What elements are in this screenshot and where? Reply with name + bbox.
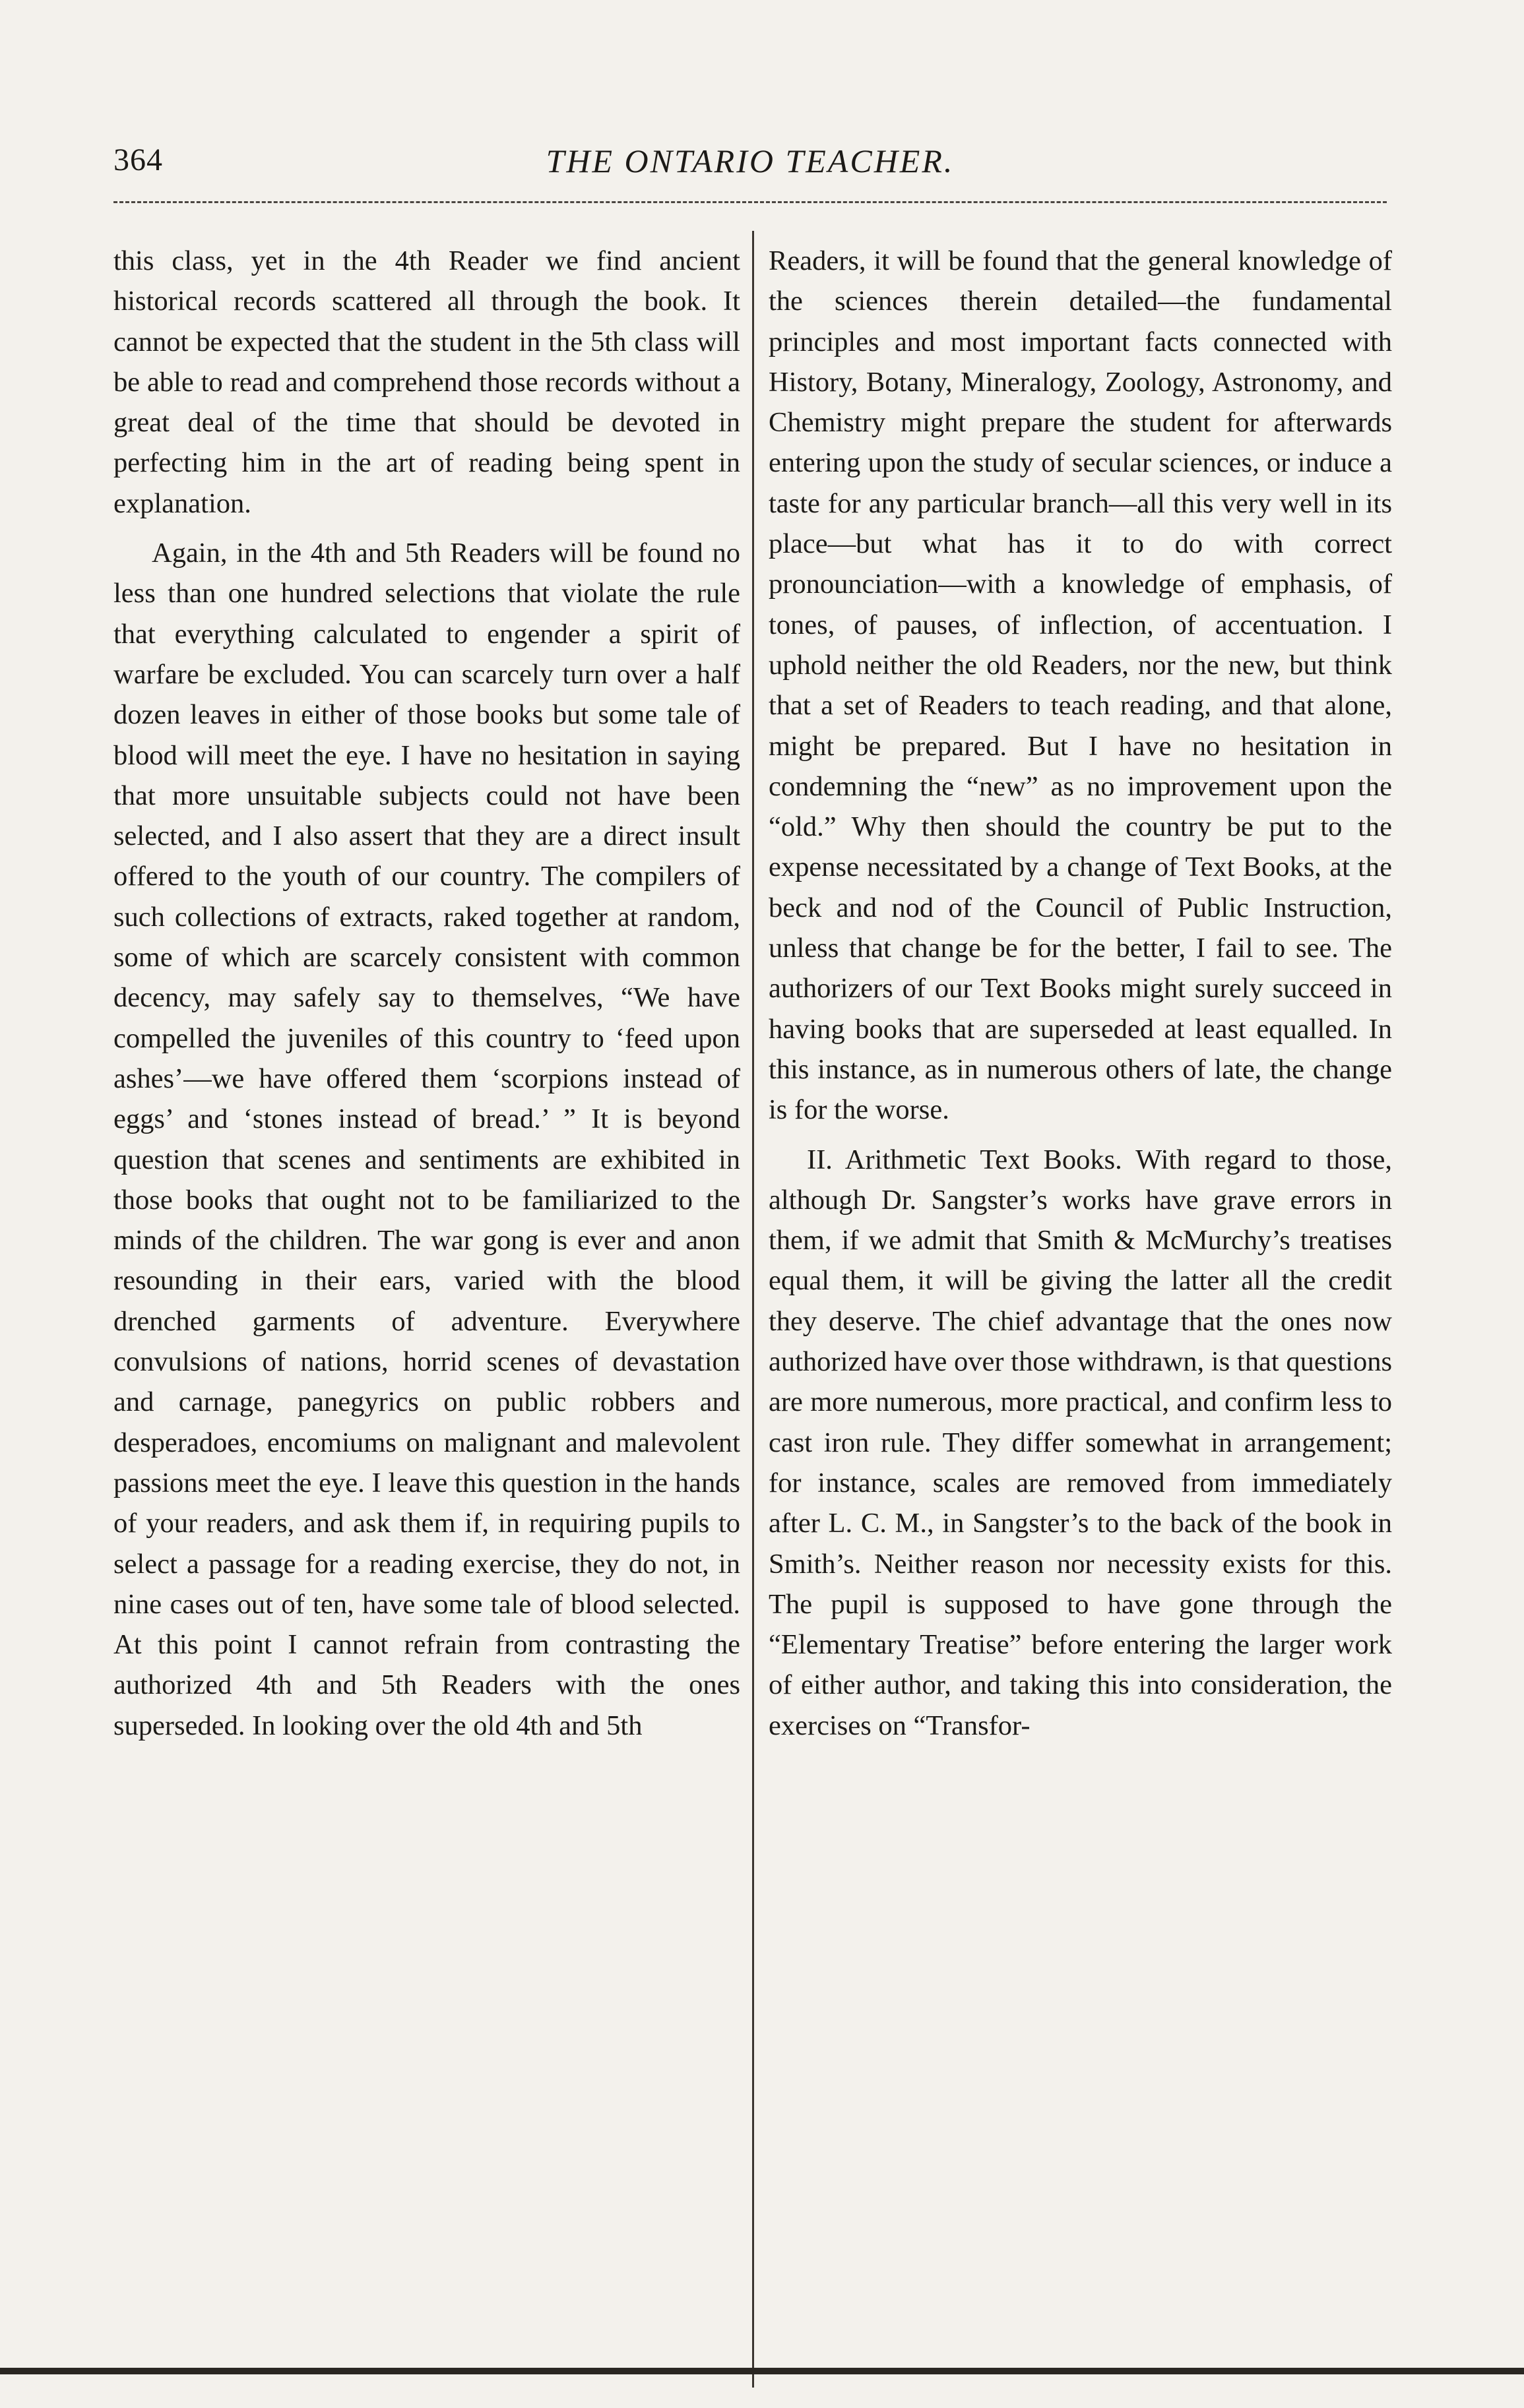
right-paragraph-1: Readers, it will be found that the general knowledge of the sciences therein detailed—the fundamental principles and most important facts connected with History, Botany, Mineralogy, Zoology, Astronomy, and Chemistry might prepare the student for afterwards entering upon the study of secular sciences, or induce a taste for any particular branch—all this very well in its place—but what has it to do with correct pronounciation—with a knowledge of emphasis, of tones, of pauses, of inflection, of accentuation. I uphold neither the old Readers, nor the new, but think that a set of Readers to teach reading, and that alone, might be prepared. But I have no hesitation in condemning the “new” as no improvement upon the “old.” Why then should the country be put to the expense necessitated by a change of Text Books, at the beck and nod of the Council of Public Instruction, unless that change be for the better, I fail to see. The authorizers of our Text Books might surely succeed in having books that are superseded at least equalled. In this instance, as in numerous others of late, the change is for the worse. (769, 245, 1392, 1126)
bottom-rule (0, 2368, 1524, 2374)
column-divider (752, 231, 754, 2388)
left-column (113, 241, 740, 1755)
page-number: 364 (113, 142, 163, 177)
right-paragraph-2: II. Arithmetic Text Books. With regard to those, although Dr. Sangster’s works have grave errors in them, if we admit that Smith & McMurchy’s treatises equal them, it will be giving the latter all the credit they deserve. The chief advantage that the ones now authorized have over those withdrawn, is that questions are more numerous, more practical, and confirm less to cast iron rule. They differ somewhat in arrangement; for instance, scales are removed from immediately after L. C. M., in Sangster’s to the back of the book in Smith’s. Neither reason nor necessity exists for this. The pupil is supposed to have gone through the “Elementary Treatise” before entering the larger work of either author, and taking this into consideration, the exercises on “Transfor- (769, 1144, 1392, 1741)
header-rule (113, 201, 1387, 203)
running-head: THE ONTARIO TEACHER. (546, 142, 955, 179)
right-column (769, 241, 1392, 1755)
page-header (113, 142, 1387, 195)
left-paragraph-2: Again, in the 4th and 5th Readers will be found no less than one hundred selections that violate the rule that everything calculated to engender a spirit of warfare be excluded. You can scarcely turn over a half dozen leaves in either of those books but some tale of blood will meet the eye. I have no hesitation in saying that more unsuitable subjects could not have been selected, and I also assert that they are a direct insult offered to the youth of our country. The compilers of such collections of extracts, raked together at random, some of which are scarcely consistent with common decency, may safely say to themselves, “We have compelled the juveniles of this country to ‘feed upon ashes’—we have offered them ‘scorpions instead of eggs’ and ‘stones instead of bread.’ ” It is beyond question that scenes and sentiments are exhibited in those books that ought not to be familiarized to the minds of the children. The war gong is ever and anon resounding in their ears, varied with the blood drenched garments of adventure. Everywhere convulsions of nations, horrid scenes of devastation and carnage, panegyrics on public robbers and desperadoes, encomiums on malignant and malevolent passions meet the eye. I leave this question in the hands of your readers, and ask them if, in requiring pupils to select a passage for a reading exercise, they do not, in nine cases out of ten, have some tale of blood selected. At this point I cannot refrain from contrasting the authorized 4th and 5th Readers with the ones superseded. In looking over the old 4th and 5th (113, 538, 740, 1741)
left-paragraph-1: this class, yet in the 4th Reader we find ancient historical records scattered all through the book. It cannot be expected that the student in the 5th class will be able to read and comprehend those records without a great deal of the time that should be devoted in perfecting him in the art of reading being spent in explanation. (113, 245, 740, 519)
